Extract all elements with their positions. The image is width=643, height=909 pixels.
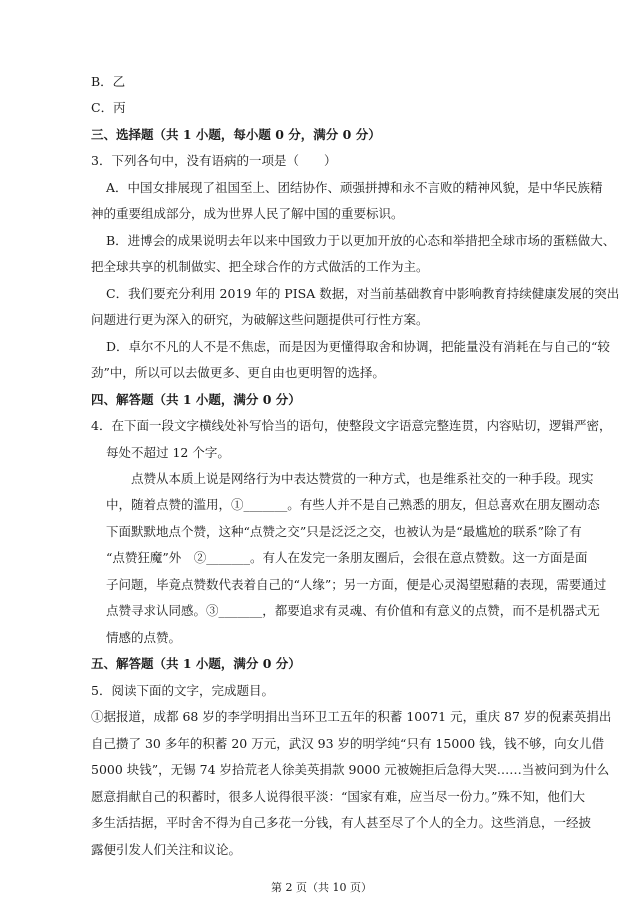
question-4-line-2: 每处不超过 12 个字。	[106, 444, 230, 460]
option-c: C．丙	[91, 100, 126, 116]
choice-d-line-1: D．卓尔不凡的人不是不焦虑，而是因为更懂得取舍和协调，把能量没有消耗在与自己的“较	[106, 338, 610, 354]
choice-c-line-2: 问题进行更为深入的研究，为破解这些问题提供可行性方案。	[91, 312, 429, 328]
option-b: B．乙	[91, 74, 126, 89]
passage-4-line-2: 中，随着点赞的滥用，①_______。有些人并不是自己熟悉的朋友，但总喜欢在朋友圈动态	[106, 497, 600, 513]
passage-5-line-5: 多生活拮据，平时舍不得为自己多花一分钱，有人甚至尽了个人的全力。这些消息，一经披	[91, 815, 592, 831]
section-4-heading: 四、解答题（共 1 小题，满分 0 分）	[91, 391, 301, 407]
choice-a-line-1: A．中国女排展现了祖国至上、团结协作、顽强拼搏和永不言败的精神风貌，是中华民族精	[106, 179, 603, 195]
page-footer: 第 2 页（共 10 页）	[271, 881, 372, 894]
passage-5-line-6: 露便引发人们关注和议论。	[91, 841, 242, 857]
passage-5-line-4: 愿意捐献自己的积蓄时，很多人说得很平淡：“国家有难，应当尽一份力。”殊不知，他们大	[91, 788, 586, 804]
question-5: 5．阅读下面的文字，完成题目。	[91, 682, 274, 698]
passage-5-line-3: 5000 块钱”，无锡 74 岁拾荒老人徐美英捐款 9000 元被婉拒后急得大哭……当被问到为什么	[91, 762, 610, 778]
passage-4-line-4: “点赞狂魔”外 ②_______。有人在发完一条朋友圈后，会很在意点赞数。这一方面是面	[106, 550, 588, 566]
choice-b-line-2: 把全球共享的机制做实、把全球合作的方式做活的工作为主。	[91, 259, 429, 275]
choice-b-line-1: B．进博会的成果说明去年以来中国致力于以更加开放的心态和举措把全球市场的蛋糕做大、	[106, 232, 616, 248]
choice-c-line-1: C．我们要充分利用 2019 年的 PISA 数据，对当前基础教育中影响教育持续健康发展的突出	[106, 285, 620, 301]
passage-5-line-1: ①据报道，成都 68 岁的李学明捐出当环卫工五年的积蓄 10071 元，重庆 87 岁的倪素英捐出	[91, 709, 612, 725]
passage-5-line-2: 自己攒了 30 多年的积蓄 20 万元，武汉 93 岁的明学纯“只有 15000 钱，钱不够，向女儿借	[91, 735, 605, 751]
passage-4-line-3: 下面默默地点个赞，这种“点赞之交”只是泛泛之交，也被认为是“最尴尬的联系”除了有	[106, 523, 582, 539]
question-4-line-1: 4．在下面一段文字横线处补写恰当的语句，使整段文字语意完整连贯，内容贴切，逻辑严密，	[91, 418, 612, 434]
section-5-heading: 五、解答题（共 1 小题，满分 0 分）	[91, 656, 301, 672]
passage-4-line-7: 情感的点赞。	[106, 629, 182, 645]
passage-4-line-1: 点赞从本质上说是网络行为中表达赞赏的一种方式，也是维系社交的一种手段。现实	[131, 471, 594, 486]
choice-d-line-2: 劲”中，所以可以去做更多、更自由也更明智的选择。	[91, 365, 385, 381]
question-3: 3．下列各句中，没有语病的一项是（ ）	[91, 153, 337, 169]
passage-4-line-6: 点赞寻求认同感。③_______，都要追求有灵魂、有价值和有意义的点赞，而不是机器式无	[106, 603, 600, 619]
passage-4-line-5: 子问题，毕竟点赞数代表着自己的“人缘”；另一方面，便是心灵渴望慰藉的表现，需要通过	[106, 576, 607, 592]
section-3-heading: 三、选择题（共 1 小题，每小题 0 分，满分 0 分）	[91, 126, 381, 142]
choice-a-line-2: 神的重要组成部分，成为世界人民了解中国的重要标识。	[91, 206, 404, 222]
